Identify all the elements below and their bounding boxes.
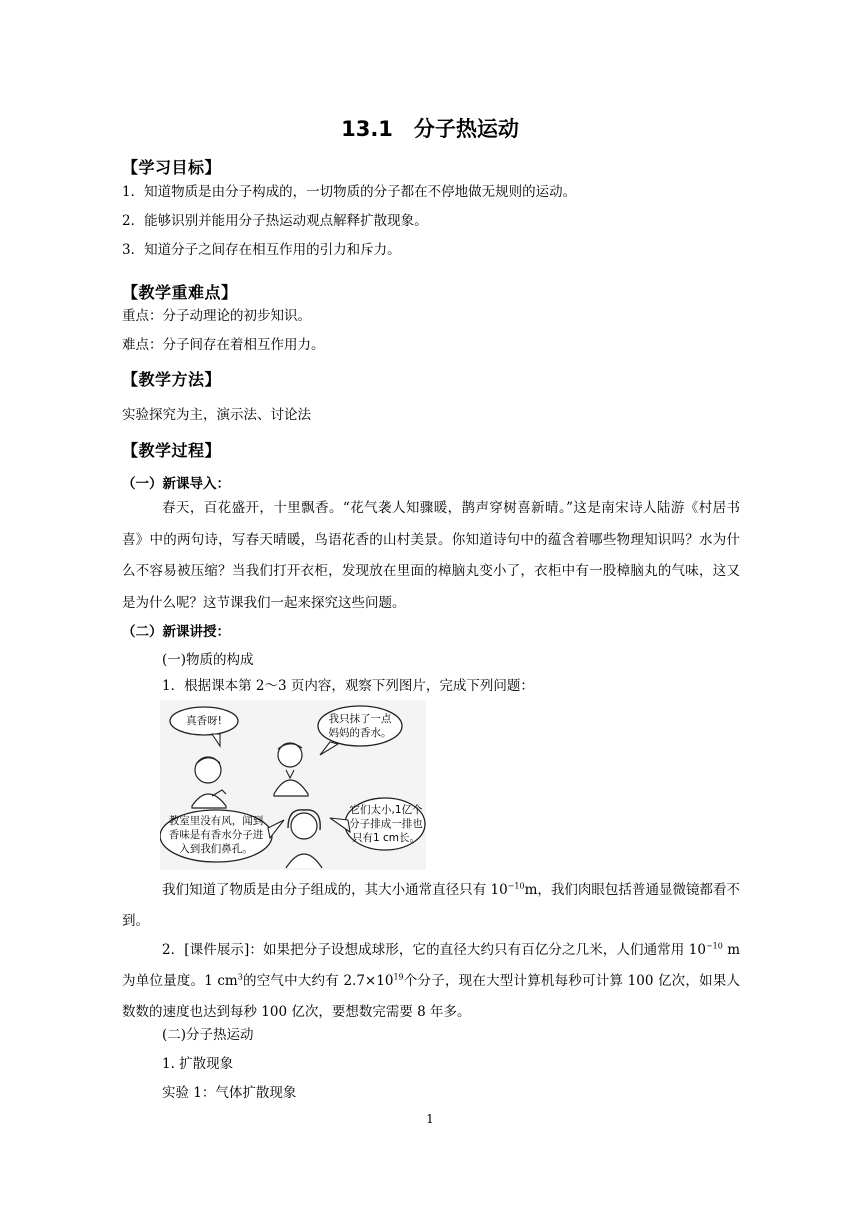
methods-heading: 【教学方法】 <box>122 370 222 389</box>
process-heading: 【教学过程】 <box>122 441 222 460</box>
bubble-4-line-3: 只有1 cm长。 <box>351 832 421 844</box>
bubble-1-text: 真香呀! <box>186 715 222 727</box>
bubble-3-line-3: 入到我们鼻孔。 <box>179 843 253 855</box>
bubble-2-line-2: 妈妈的香水。 <box>328 727 392 739</box>
step2-paragraph <box>122 935 740 1028</box>
bubble-4-line-2: 分子排成一排也 <box>349 818 423 830</box>
size-text-a: 我们知道了物质是由分子组成的，其大小通常直径只有 10 <box>162 882 508 898</box>
part2-title: (二)分子热运动 <box>162 1027 254 1043</box>
step1-text: 1．根据课本第 2～3 页内容，观察下列图片，完成下列问题： <box>162 678 534 694</box>
bubble-3-line-1: 教室里没有风，闻到 <box>168 815 264 827</box>
diffusion-title: 1. 扩散现象 <box>162 1056 234 1072</box>
step2-text-c: 的空气中大约有 2.7×10 <box>242 973 394 989</box>
size-text-b: m，我们肉眼包括普通显微镜都看不到。 <box>122 882 741 929</box>
step2-exponent-1: −10 <box>705 941 723 951</box>
cartoon-illustration <box>160 700 426 870</box>
goal-item-3: 3．知道分子之间存在相互作用的引力和斥力。 <box>122 242 401 258</box>
page-number: 1 <box>426 1112 434 1126</box>
size-paragraph <box>122 875 740 937</box>
step2-text-b: m 为单位量度。1 cm <box>122 942 740 989</box>
goal-item-2: 2．能够识别并能用分子热运动观点解释扩散现象。 <box>122 213 428 229</box>
intro-paragraph: 春天，百花盛开，十里飘香。“花气袭人知骤暖，鹊声穿树喜新晴。”这是南宋诗人陆游《村居书喜》中的两句诗，写春天晴暖，鸟语花香的山村美景。你知道诗句中的蕴含着哪些物理知识吗？水为什么不容易被压缩？当我们打开衣柜，发现放在里面的樟脑丸变小了，衣柜中有一股樟脑丸的气味，这又是为什么呢？这节课我们一起来探究这些问题。 <box>122 500 740 611</box>
key-difficulty: 难点：分子间存在着相互作用力。 <box>122 337 325 353</box>
part1-title: (一)物质的构成 <box>162 652 254 668</box>
goal-item-1: 1．知道物质是由分子构成的，一切物质的分子都在不停地做无规则的运动。 <box>122 184 577 200</box>
size-exponent: −10 <box>507 881 525 891</box>
bubble-4-line-1: 它们太小,1亿个 <box>349 804 423 816</box>
step2-exponent-3: 19 <box>393 972 404 982</box>
page-title: 13.1 分子热运动 <box>341 117 519 141</box>
step2-text-d: 个分子，现在大型计算机每秒可计算 100 亿次，如果人数数的速度也达到每秒 100 亿次，要想数完需要 8 年多。 <box>122 973 740 1020</box>
experiment-1: 实验 1：气体扩散现象 <box>162 1085 297 1101</box>
step2-exponent-2: 3 <box>237 972 243 982</box>
step2-text-a: 2．[课件展示]：如果把分子设想成球形，它的直径大约只有百亿分之几米，人们通常用 10 <box>162 942 706 958</box>
intro-heading: （一）新课导入： <box>122 476 230 492</box>
key-focus: 重点：分子动理论的初步知识。 <box>122 308 311 324</box>
goals-heading: 【学习目标】 <box>122 158 222 177</box>
lecture-heading: （二）新课讲授： <box>122 624 230 640</box>
key-points-heading: 【教学重难点】 <box>122 283 238 302</box>
methods-text: 实验探究为主，演示法、讨论法 <box>122 407 311 423</box>
bubble-2-line-1: 我只抹了一点 <box>328 713 392 725</box>
bubble-3-line-2: 香味是有香水分子进 <box>168 829 264 841</box>
